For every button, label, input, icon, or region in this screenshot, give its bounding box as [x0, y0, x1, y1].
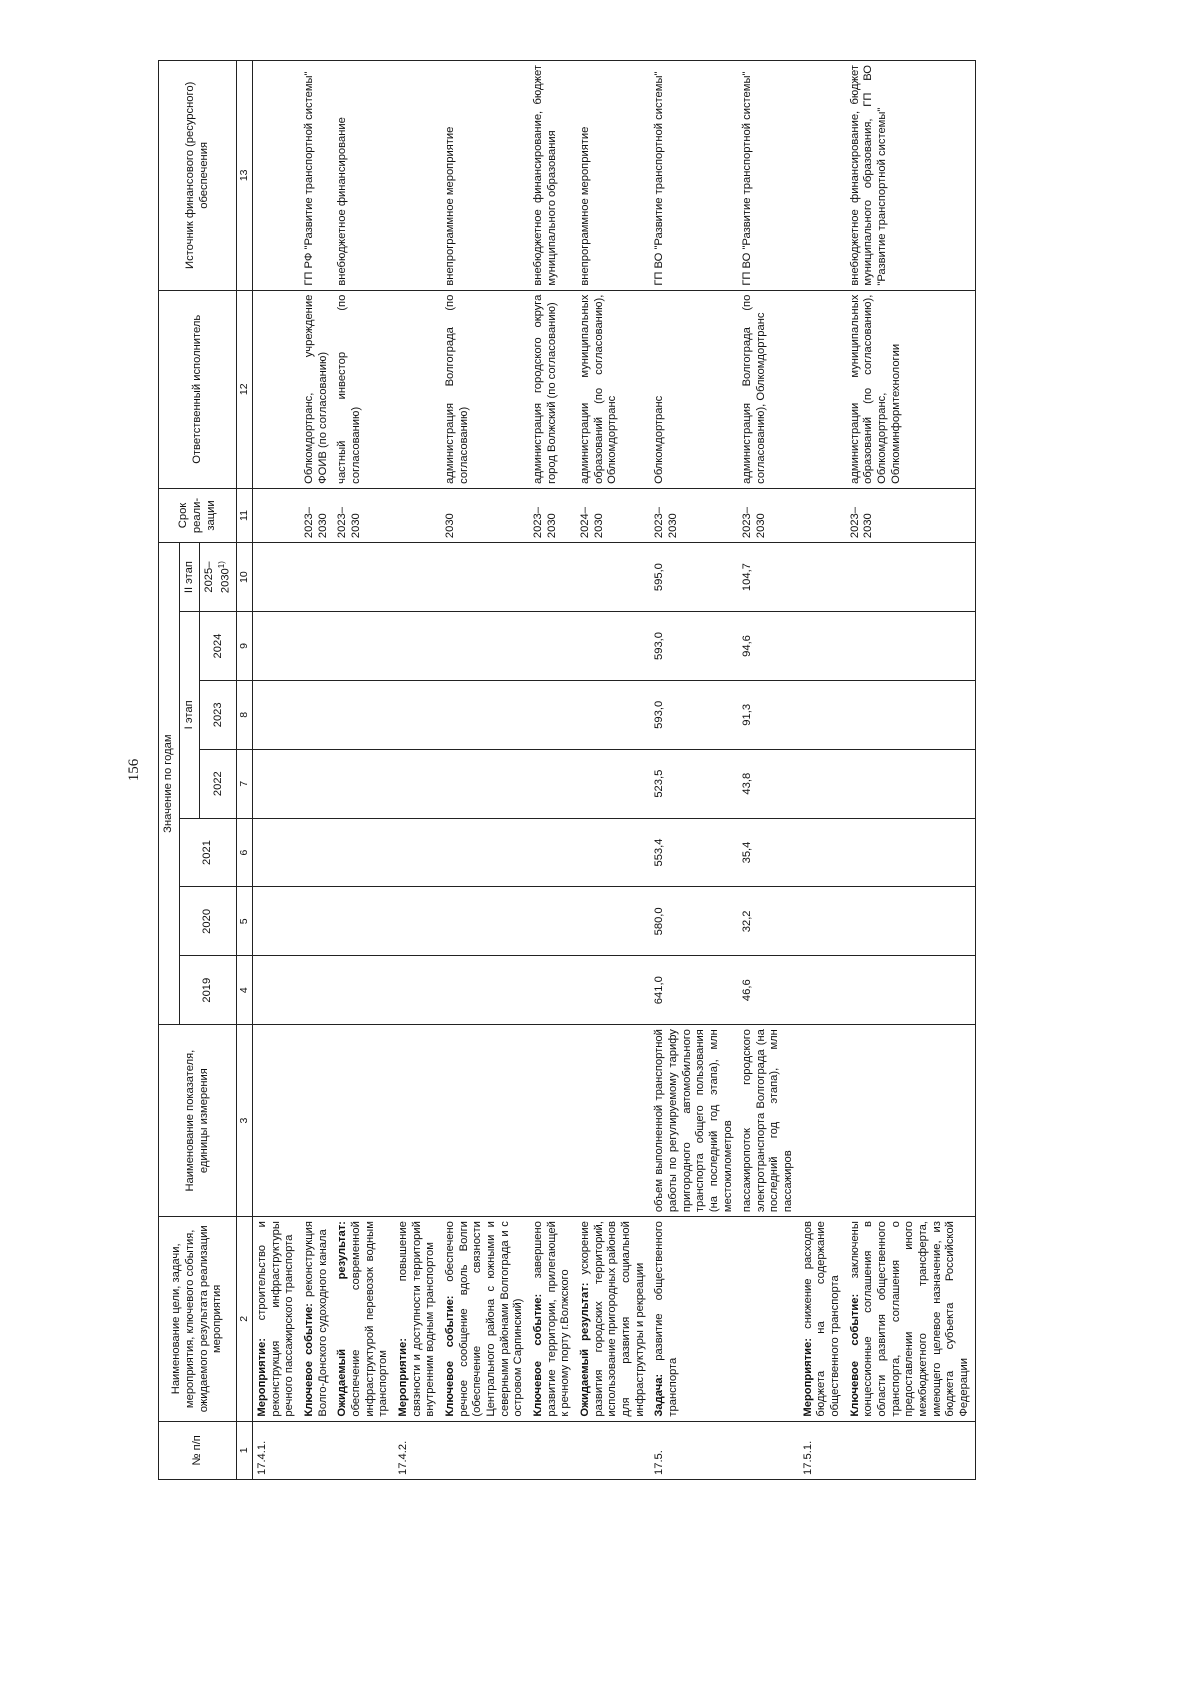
value-2020: 32,2	[738, 887, 799, 956]
header-year-2023: 2023	[200, 680, 237, 749]
value-2019	[846, 956, 975, 1025]
value-2025	[300, 543, 333, 612]
value-2022	[394, 749, 441, 818]
row-number	[441, 1421, 529, 1479]
value-2021	[333, 818, 394, 887]
header-col-num: № п/п	[159, 1421, 237, 1479]
header-col-period: Срок реали-зации	[159, 488, 237, 542]
column-number-11: 11	[237, 488, 253, 542]
funding-source	[253, 61, 300, 291]
value-2022	[576, 749, 650, 818]
header-col-source: Источник финансового (ресурсного) обеспечения	[159, 61, 237, 291]
row-type-label: Ключевое событие:	[444, 1295, 457, 1417]
row-description	[253, 1217, 300, 1421]
value-2023	[441, 680, 529, 749]
value-2021	[441, 818, 529, 887]
indicator-name	[529, 1025, 576, 1217]
value-2023	[333, 680, 394, 749]
table-row	[300, 61, 333, 1480]
implementation-period: 2023–2030	[529, 488, 576, 542]
column-number-1: 1	[237, 1421, 253, 1479]
row-type-label: Мероприятие:	[397, 1338, 410, 1417]
value-2023: 91,3	[738, 680, 799, 749]
row-type-label: Мероприятие:	[256, 1338, 269, 1417]
row-type-label: Задача:	[653, 1373, 666, 1417]
responsible-executor: администрация городского округа город Волжский (по согласованию)	[529, 290, 576, 488]
value-2021	[253, 818, 300, 887]
table-row	[846, 61, 975, 1480]
value-2021	[529, 818, 576, 887]
header-col-indicator: Наименование показателя, единицы измерения	[159, 1025, 237, 1217]
value-2022	[333, 749, 394, 818]
row-type-label: Ключевое событие:	[303, 1303, 316, 1417]
row-number	[333, 1421, 394, 1479]
value-2022	[441, 749, 529, 818]
row-description	[846, 1217, 975, 1421]
funding-source	[799, 61, 846, 291]
row-description-text: завершено развитие территории, прилегающей к речному порту г.Волжского	[531, 1221, 572, 1417]
value-2025	[441, 543, 529, 612]
value-2025	[529, 543, 576, 612]
value-2024	[333, 612, 394, 681]
value-2023	[799, 680, 846, 749]
table-row	[529, 61, 576, 1480]
value-2019	[300, 956, 333, 1025]
row-description-text: развитие общественного транспорта	[653, 1221, 679, 1417]
funding-source: ГП ВО "Развитие транспортной системы"	[650, 61, 738, 291]
table-row	[650, 61, 738, 1480]
implementation-period	[253, 488, 300, 542]
implementation-period: 2024–2030	[576, 488, 650, 542]
implementation-period	[799, 488, 846, 542]
value-2025	[253, 543, 300, 612]
table-row	[333, 61, 394, 1480]
value-2023: 593,0	[650, 680, 738, 749]
value-2024	[441, 612, 529, 681]
header-year-2025-2030-text: 2025–2030	[203, 561, 232, 594]
value-2021	[799, 818, 846, 887]
table-header	[159, 61, 253, 1480]
responsible-executor	[253, 290, 300, 488]
row-type-label: Ожидаемый результат:	[336, 1221, 349, 1417]
row-description-text: строительство и реконструкция инфраструктуры речного пассажирского транспорта	[256, 1221, 296, 1417]
row-description-text: повышение связности и доступности территорий внутренним водным транспортом	[397, 1221, 437, 1417]
responsible-executor: администрации муниципальных образований (по согласованию), Облкомдортранс, Облкоминформтехнологии	[846, 290, 975, 488]
value-2023	[576, 680, 650, 749]
value-2025	[799, 543, 846, 612]
value-2025	[394, 543, 441, 612]
value-2021: 35,4	[738, 818, 799, 887]
responsible-executor: Облкомдортранс, учреждение ФОИВ (по согласованию)	[300, 290, 333, 488]
responsible-executor: администрации муниципальных образований (по согласованию), Облкомдортранс	[576, 290, 650, 488]
responsible-executor	[394, 290, 441, 488]
column-number-8: 8	[237, 680, 253, 749]
value-2020	[333, 887, 394, 956]
value-2020	[253, 887, 300, 956]
value-2019: 641,0	[650, 956, 738, 1025]
value-2021	[846, 818, 975, 887]
row-description	[799, 1217, 846, 1421]
implementation-period: 2023–2030	[738, 488, 799, 542]
value-2024	[394, 612, 441, 681]
funding-source: внебюджетное финансирование, бюджет муниципального образования	[529, 61, 576, 291]
indicator-name	[799, 1025, 846, 1217]
row-description-text: реконструкция Волго-Донского судоходного канала	[303, 1221, 329, 1417]
indicator-name	[300, 1025, 333, 1217]
value-2019	[253, 956, 300, 1025]
value-2021	[394, 818, 441, 887]
implementation-period: 2030	[441, 488, 529, 542]
value-2025: 104,7	[738, 543, 799, 612]
funding-source: внебюджетное финансирование, бюджет муниципального образования, ГП ВО "Развитие транспортной системы"	[846, 61, 975, 291]
row-number	[846, 1421, 975, 1479]
column-number-9: 9	[237, 612, 253, 681]
header-col-executor: Ответственный исполнитель	[159, 290, 237, 488]
value-2024	[529, 612, 576, 681]
value-2023	[394, 680, 441, 749]
table-row	[441, 61, 529, 1480]
indicator-name	[441, 1025, 529, 1217]
value-2025	[576, 543, 650, 612]
row-description	[529, 1217, 576, 1421]
value-2022	[799, 749, 846, 818]
table-row	[253, 61, 300, 1480]
value-2019	[576, 956, 650, 1025]
value-2025	[846, 543, 975, 612]
row-type-label: Ожидаемый результат:	[578, 1282, 591, 1417]
indicator-name: объем выполненной транспортной работы по регулируемому тарифу пригородного автомобильного транспорта общего пользования (на последний год этапа), млн местокилометров	[650, 1025, 738, 1217]
row-description	[300, 1217, 333, 1421]
row-number	[576, 1421, 650, 1479]
row-description-text: обеспечено речное сообщение вдоль Волги (обеспечение связности Центрального района с южными и северными районами Волгограда и с островом Сарпинский)	[444, 1221, 525, 1417]
responsible-executor: Облкомдортранс	[650, 290, 738, 488]
value-2019	[441, 956, 529, 1025]
value-2020: 580,0	[650, 887, 738, 956]
program-table	[158, 60, 976, 1480]
row-number	[529, 1421, 576, 1479]
value-2020	[529, 887, 576, 956]
table-body	[253, 61, 976, 1480]
footnote-marker: 1)	[216, 561, 226, 569]
column-number-3: 3	[237, 1025, 253, 1217]
implementation-period: 2023–2030	[846, 488, 975, 542]
row-description	[738, 1217, 799, 1421]
value-2020	[441, 887, 529, 956]
column-number-12: 12	[237, 290, 253, 488]
value-2021	[300, 818, 333, 887]
indicator-name: пассажиропоток городского электротранспорта Волгограда (на последний год этапа), млн пассажиров	[738, 1025, 799, 1217]
value-2024	[799, 612, 846, 681]
row-number: 17.5.1.	[799, 1421, 846, 1479]
row-number: 17.5.	[650, 1421, 738, 1479]
row-type-label: Мероприятие:	[801, 1338, 814, 1417]
value-2021	[576, 818, 650, 887]
value-2019	[333, 956, 394, 1025]
column-number-10: 10	[237, 543, 253, 612]
value-2019	[799, 956, 846, 1025]
page-number: 156	[126, 758, 142, 782]
row-number	[300, 1421, 333, 1479]
column-number-13: 13	[237, 61, 253, 291]
row-description-text: заключены концессионные соглашения в области развития общественного транспорта, соглашения о предоставлении иного межбюджетного трансферта, имеющего целевое назначение, из бюджета субъекта Российской Федерации	[848, 1221, 970, 1417]
responsible-executor: частный инвестор (по согласованию)	[333, 290, 394, 488]
funding-source: ГП РФ "Развитие транспортной системы"	[300, 61, 333, 291]
indicator-name	[576, 1025, 650, 1217]
implementation-period: 2023–2030	[650, 488, 738, 542]
table-row	[394, 61, 441, 1480]
header-year-2020: 2020	[179, 887, 237, 956]
column-number-7: 7	[237, 749, 253, 818]
row-description	[441, 1217, 529, 1421]
responsible-executor: администрация Волгограда (по согласованию)	[441, 290, 529, 488]
value-2023	[300, 680, 333, 749]
implementation-period	[394, 488, 441, 542]
row-description-text: ускорение развития городских территорий, использование пригородных районов для развития социальной инфраструктуры и рекреации	[578, 1221, 646, 1417]
value-2020	[394, 887, 441, 956]
value-2020	[799, 887, 846, 956]
value-2022: 43,8	[738, 749, 799, 818]
value-2024	[846, 612, 975, 681]
responsible-executor: администрация Волгограда (по согласованию), Облкомдортранс	[738, 290, 799, 488]
header-year-2024: 2024	[200, 612, 237, 681]
value-2020	[576, 887, 650, 956]
column-number-row	[237, 61, 253, 1480]
funding-source: ГП ВО "Развитие транспортной системы"	[738, 61, 799, 291]
header-col-name: Наименование цели, задачи, мероприятия, ключевого события, ожидаемого результата реализации мероприятия	[159, 1217, 237, 1421]
value-2024	[253, 612, 300, 681]
implementation-period: 2023–2030	[333, 488, 394, 542]
row-number	[738, 1421, 799, 1479]
rotated-content	[120, 60, 1160, 1480]
indicator-name	[846, 1025, 975, 1217]
table-row	[576, 61, 650, 1480]
value-2025: 595,0	[650, 543, 738, 612]
row-description	[394, 1217, 441, 1421]
row-description-text: обеспечение современной инфраструктурой перевозок водным транспортом	[350, 1221, 390, 1417]
header-year-2022: 2022	[200, 749, 237, 818]
value-2020	[300, 887, 333, 956]
value-2023	[529, 680, 576, 749]
value-2024: 593,0	[650, 612, 738, 681]
row-description	[333, 1217, 394, 1421]
value-2022: 523,5	[650, 749, 738, 818]
value-2025	[333, 543, 394, 612]
header-year-2025-2030	[200, 543, 237, 612]
value-2022	[253, 749, 300, 818]
row-description	[576, 1217, 650, 1421]
funding-source	[394, 61, 441, 291]
value-2019	[529, 956, 576, 1025]
value-2024: 94,6	[738, 612, 799, 681]
value-2024	[576, 612, 650, 681]
value-2024	[300, 612, 333, 681]
header-year-2019: 2019	[179, 956, 237, 1025]
indicator-name	[253, 1025, 300, 1217]
row-description-text: снижение расходов бюджета на содержание общественного транспорта	[801, 1221, 842, 1417]
funding-source: внепрограммное мероприятие	[576, 61, 650, 291]
header-year-2021: 2021	[179, 818, 237, 887]
indicator-name	[394, 1025, 441, 1217]
indicator-name	[333, 1025, 394, 1217]
table-row	[738, 61, 799, 1480]
value-2021: 553,4	[650, 818, 738, 887]
table-row	[799, 61, 846, 1480]
row-type-label: Ключевое событие:	[531, 1293, 544, 1417]
header-stage-1: I этап	[179, 612, 200, 819]
funding-source: внепрограммное мероприятие	[441, 61, 529, 291]
value-2022	[300, 749, 333, 818]
column-number-2: 2	[237, 1217, 253, 1421]
header-values-group: Значение по годам	[159, 543, 180, 1025]
value-2023	[846, 680, 975, 749]
row-number: 17.4.2.	[394, 1421, 441, 1479]
responsible-executor	[799, 290, 846, 488]
implementation-period: 2023–2030	[300, 488, 333, 542]
column-number-6: 6	[237, 818, 253, 887]
value-2020	[846, 887, 975, 956]
value-2023	[253, 680, 300, 749]
funding-source: внебюджетное финансирование	[333, 61, 394, 291]
column-number-5: 5	[237, 887, 253, 956]
value-2019: 46,6	[738, 956, 799, 1025]
row-description	[650, 1217, 738, 1421]
column-number-4: 4	[237, 956, 253, 1025]
value-2019	[394, 956, 441, 1025]
value-2022	[529, 749, 576, 818]
row-type-label: Ключевое событие:	[848, 1293, 861, 1417]
value-2022	[846, 749, 975, 818]
header-stage-2: II этап	[179, 543, 200, 612]
row-number: 17.4.1.	[253, 1421, 300, 1479]
